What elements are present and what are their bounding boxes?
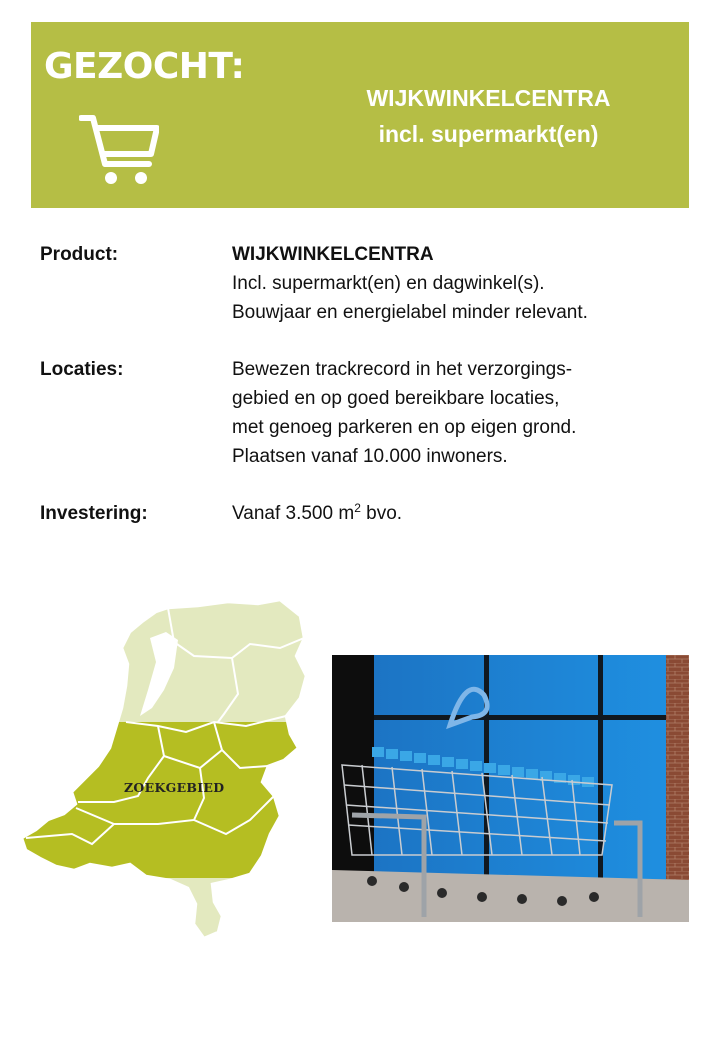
locaties-line: Bewezen trackrecord in het verzorgings- (232, 359, 573, 380)
banner-subtitle-line1: WIJKWINKELCENTRA (366, 85, 611, 111)
locaties-line: met genoeg parkeren en op eigen grond. (232, 417, 577, 438)
locaties-value (232, 355, 576, 471)
investering-suffix: bvo. (360, 503, 403, 524)
product-line: Incl. supermarkt(en) en dagwinkel(s). (232, 273, 545, 294)
map-label: ZOEKGEBIED (124, 780, 225, 795)
header-banner (31, 22, 689, 208)
locaties-line: Plaatsen vanaf 10.000 inwoners. (232, 446, 508, 467)
investering-value (232, 499, 402, 528)
banner-subtitle-line2: incl. supermarkt(en) (378, 121, 599, 147)
investering-label: Investering: (40, 503, 148, 524)
spec-list (40, 240, 700, 556)
product-title: WIJKWINKELCENTRA (232, 244, 434, 265)
investering-superscript: 2 (354, 501, 361, 515)
shopping-carts-photo (332, 655, 689, 922)
spec-row-investering (40, 499, 700, 528)
spec-row-locaties (40, 355, 700, 471)
shopping-cart-icon (79, 112, 159, 186)
banner-heading: GEZOCHT: (44, 46, 245, 87)
product-line: Bouwjaar en energielabel minder relevant. (232, 302, 588, 323)
investering-line (232, 499, 402, 528)
investering-prefix: Vanaf 3.500 m (232, 503, 355, 524)
banner-subtitle (311, 80, 666, 152)
netherlands-map (18, 598, 310, 942)
locaties-line: gebied en op goed bereikbare locaties, (232, 388, 560, 409)
spec-row-product (40, 240, 700, 327)
locaties-label: Locaties: (40, 359, 124, 380)
product-value (232, 240, 588, 327)
product-label: Product: (40, 244, 119, 265)
